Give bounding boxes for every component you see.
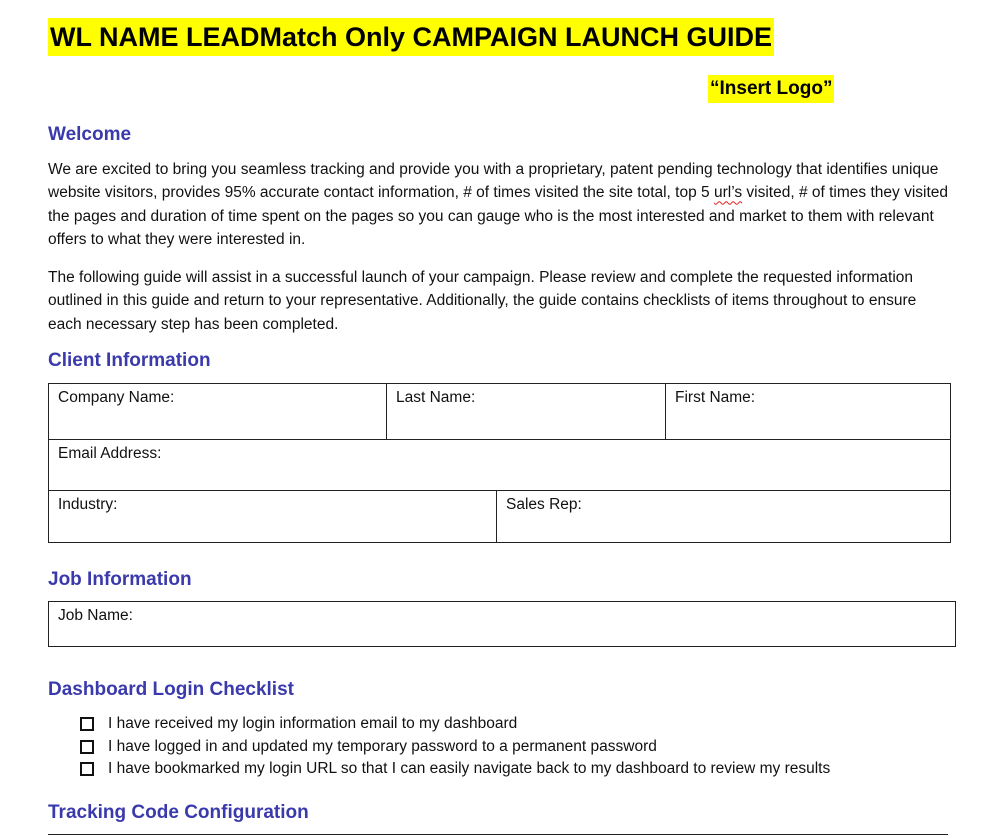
checkbox-icon[interactable]	[80, 717, 94, 731]
welcome-paragraph-1-start: We are excited to bring you seamless tracking and provide you with a proprietary, patent pending technology that identifies unique website visitors, provides 95% accurate contact information, # of times visited the site total, top 5	[48, 161, 939, 202]
tracking-table-top-border	[48, 834, 948, 835]
welcome-paragraph-1	[48, 158, 948, 251]
checklist-item-label: I have bookmarked my login URL so that I can easily navigate back to my dashboard to review my results	[108, 760, 831, 778]
checklist-item-label: I have logged in and updated my temporary password to a permanent password	[108, 737, 657, 755]
industry-label: Industry:	[58, 496, 118, 513]
sales-rep-label: Sales Rep:	[506, 496, 582, 513]
checkbox-icon[interactable]	[80, 740, 94, 754]
job-name-field[interactable]	[49, 602, 956, 647]
job-name-label: Job Name:	[58, 607, 133, 624]
sales-rep-field[interactable]	[497, 491, 951, 543]
first-name-field[interactable]	[666, 384, 951, 440]
company-name-field[interactable]	[49, 384, 387, 440]
dashboard-checklist	[80, 713, 830, 781]
welcome-paragraph-2: The following guide will assist in a successful launch of your campaign. Please review and complete the requested information outlined in this guide and return to your representative. Additionally, the guide contains checklists of items throughout to ensure each necessary step has been completed.	[48, 269, 917, 333]
last-name-label: Last Name:	[396, 389, 476, 406]
job-information-heading: Job Information	[48, 569, 192, 590]
job-info-table	[48, 601, 956, 647]
welcome-heading: Welcome	[48, 124, 132, 145]
dashboard-checklist-heading: Dashboard Login Checklist	[48, 679, 294, 700]
tracking-code-heading: Tracking Code Configuration	[48, 802, 309, 823]
checklist-item	[80, 736, 830, 759]
first-name-label: First Name:	[675, 389, 756, 406]
email-address-label: Email Address:	[58, 445, 162, 462]
industry-field[interactable]	[49, 491, 497, 543]
checklist-item	[80, 758, 830, 781]
welcome-paragraph-1-end: visited, # of times they visited the pages and duration of time spent on the pages so you can gauge who is the most interested and market to them with relevant offers to what they were interested in.	[48, 184, 948, 248]
client-information-heading: Client Information	[48, 350, 211, 371]
email-address-field[interactable]	[49, 440, 951, 491]
checkbox-icon[interactable]	[80, 762, 94, 776]
spellcheck-flagged-word[interactable]: url’s	[713, 184, 743, 202]
checklist-item-label: I have received my login information email to my dashboard	[108, 715, 518, 733]
last-name-field[interactable]	[387, 384, 666, 440]
client-info-table	[48, 383, 951, 543]
logo-placeholder: “Insert Logo”	[708, 75, 834, 103]
checklist-item	[80, 713, 830, 736]
document-title: WL NAME LEADMatch Only CAMPAIGN LAUNCH GUIDE	[48, 18, 774, 56]
company-name-label: Company Name:	[58, 389, 175, 406]
